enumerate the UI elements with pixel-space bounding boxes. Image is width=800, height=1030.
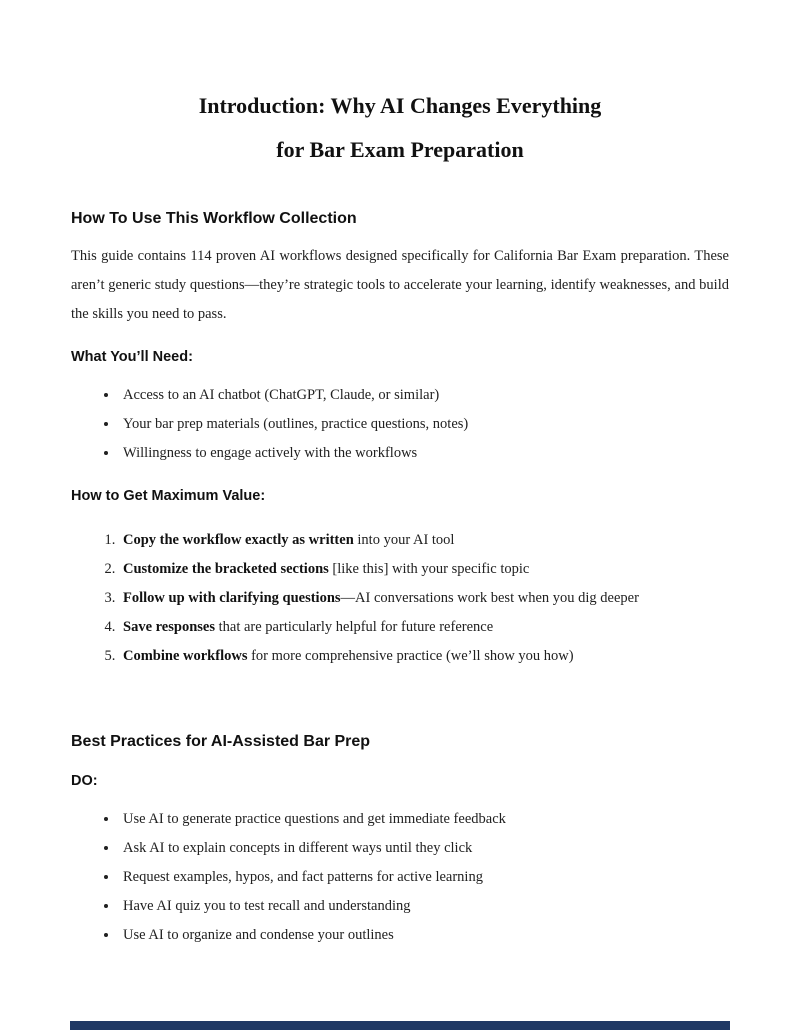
page-title — [0, 0, 800, 172]
list-item: • Use AI to generate practice questions and get immediate feedback — [119, 805, 729, 834]
page-title-line2: for Bar Exam Preparation — [276, 137, 524, 162]
list-item-text: into your AI tool — [353, 532, 455, 548]
max-value-numbered-list — [71, 526, 729, 671]
bold-lead: Copy the workflow exactly as written — [123, 532, 354, 548]
list-item: • Access to an AI chatbot (ChatGPT, Claude, or similar) — [119, 381, 729, 410]
intro-paragraph: This guide contains 114 proven AI workflows designed specifically for California Bar Exam preparation. These aren’t generic study questions—they’re strategic tools to accelerate your learning, identify weaknesses, and build the skills you need to pass. — [71, 248, 729, 322]
bold-lead: Customize the bracketed sections — [123, 561, 329, 577]
list-item — [119, 526, 729, 555]
list-item: • Use AI to organize and condense your outlines — [119, 921, 729, 950]
list-item: • Have AI quiz you to test recall and understanding — [119, 892, 729, 921]
list-item-text: for more comprehensive practice (we’ll show you how) — [247, 648, 574, 664]
need-bullet-list — [71, 381, 729, 468]
do-bullet-list — [71, 805, 729, 950]
page-bottom-bar — [70, 1021, 730, 1030]
section-heading-best-practices: Best Practices for AI-Assisted Bar Prep — [71, 733, 371, 750]
sub-heading-do: DO: — [71, 773, 98, 789]
list-item — [119, 584, 729, 613]
list-item-text: that are particularly helpful for future reference — [214, 619, 494, 635]
sub-heading-what-youll-need: What You’ll Need: — [71, 349, 193, 365]
list-item — [119, 642, 729, 671]
list-item: • Your bar prep materials (outlines, practice questions, notes) — [119, 410, 729, 439]
section-spacer — [71, 671, 729, 695]
bold-lead: Save responses — [123, 619, 215, 635]
list-item: • Request examples, hypos, and fact patterns for active learning — [119, 863, 729, 892]
sub-heading-maximum-value: How to Get Maximum Value: — [71, 488, 266, 504]
list-item — [119, 555, 729, 584]
page-content — [71, 208, 729, 950]
bold-lead: Follow up with clarifying questions — [123, 590, 341, 606]
section-heading-how-to-use: How To Use This Workflow Collection — [71, 210, 357, 227]
list-item — [119, 613, 729, 642]
list-item: • Willingness to engage actively with the workflows — [119, 439, 729, 468]
list-item-text: [like this] with your specific topic — [328, 561, 530, 577]
page-title-line1: Introduction: Why AI Changes Everything — [198, 93, 602, 118]
list-item-text: —AI conversations work best when you dig deeper — [340, 590, 639, 606]
bold-lead: Combine workflows — [123, 648, 248, 664]
list-item: • Ask AI to explain concepts in different ways until they click — [119, 834, 729, 863]
